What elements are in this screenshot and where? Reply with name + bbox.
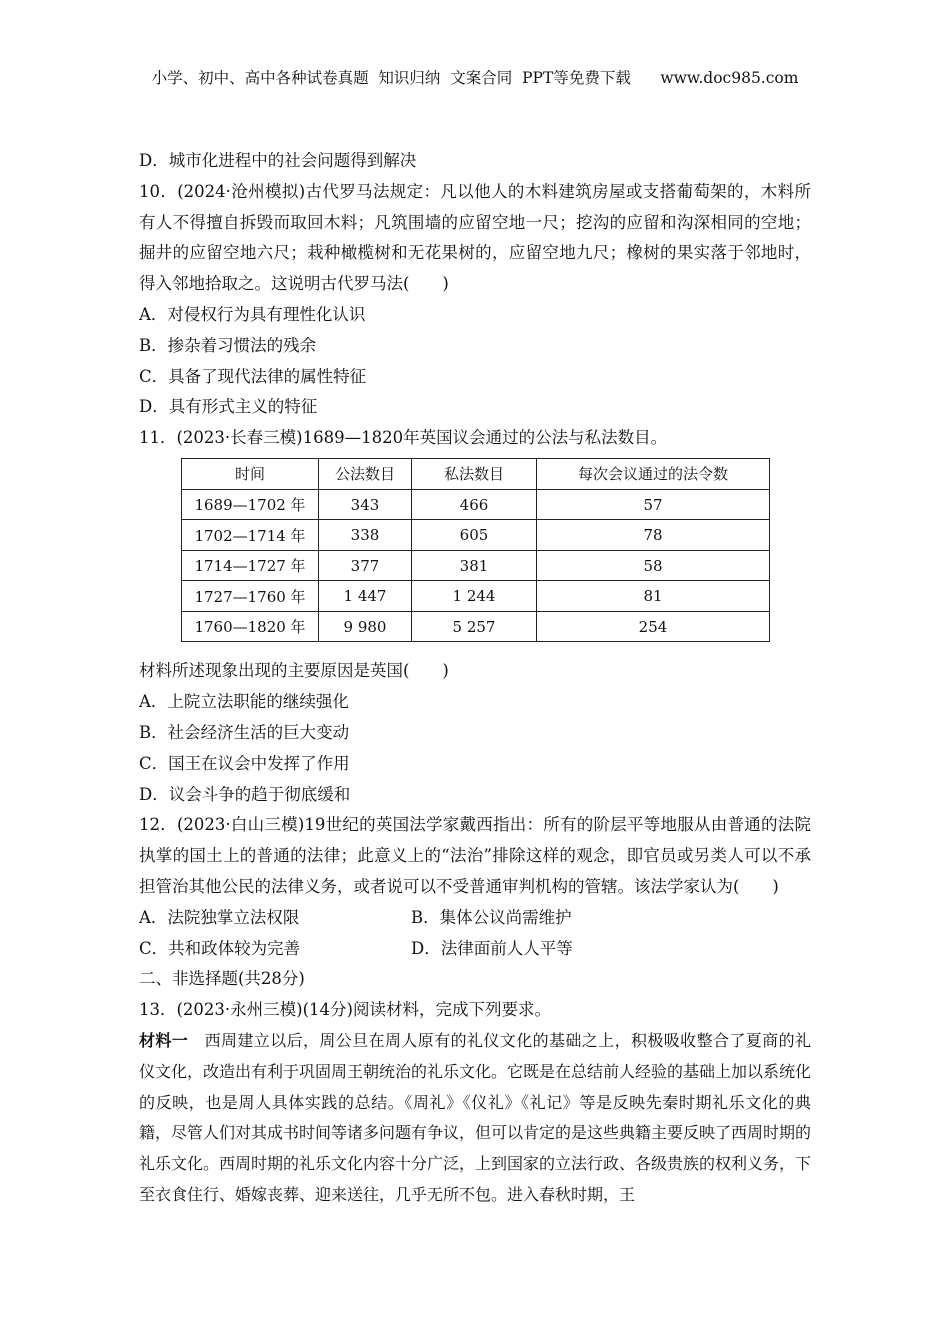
q11-question: 材料所述现象出现的主要原因是英国( ): [139, 661, 449, 681]
laws-table: [181, 458, 770, 643]
q12-option-a: A．法院独掌立法权限: [139, 907, 300, 927]
q12-option-b: B．集体公议尚需维护: [411, 907, 572, 927]
table-cell: 9 980: [319, 611, 412, 642]
table-cell: 81: [537, 581, 770, 612]
table-cell: 1714—1727 年: [182, 550, 319, 581]
table-header-cell: 时间: [182, 458, 319, 489]
table-cell: 5 257: [412, 611, 537, 642]
table-cell: 605: [412, 520, 537, 551]
table-row: [182, 611, 770, 642]
q12-option-c: C．共和政体较为完善: [139, 938, 301, 958]
page-header: [0, 66, 950, 88]
q11-stem: 11．(2023·长春三模)1689—1820年英国议会通过的公法与私法数目。: [139, 428, 668, 448]
section-title: 二、非选择题(共28分): [139, 969, 305, 989]
table-cell: 58: [537, 550, 770, 581]
q11-option-a: A．上院立法职能的继续强化: [139, 692, 349, 712]
q13-material: [139, 1026, 811, 1211]
table-cell: 254: [537, 611, 770, 642]
table-cell: 1 244: [412, 581, 537, 612]
table-cell: 1689—1702 年: [182, 489, 319, 520]
table-cell: 338: [319, 520, 412, 551]
table-cell: 57: [537, 489, 770, 520]
q10-option-a: A．对侵权行为具有理性化认识: [139, 304, 366, 324]
table-row: [182, 550, 770, 581]
q11-option-c: C．国王在议会中发挥了作用: [139, 753, 350, 773]
q11-option-d: D．议会斗争的趋于彻底缓和: [139, 784, 351, 804]
q12-stem: 12．(2023·白山三模)19世纪的英国法学家戴西指出：所有的阶层平等地服从由普通的法院执掌的国土上的普通的法律；此意义上的“法治”排除这样的观念，即官员或另类人可以不承担管治其他公民的法律义务，或者说可以不受普通审判机构的管辖。该法学家认为( ): [139, 815, 811, 897]
table-header-cell: 每次会议通过的法令数: [537, 458, 770, 489]
table-cell: 377: [319, 550, 412, 581]
table-cell: 1760—1820 年: [182, 611, 319, 642]
q13-stem: 13．(2023·永州三模)(14分)阅读材料，完成下列要求。: [139, 1000, 551, 1020]
q10-stem: 10．(2024·沧州模拟)古代罗马法规定：凡以他人的木料建筑房屋或支搭葡萄架的，木料所有人不得擅自拆毁而取回木料；凡筑围墙的应留空地一尺；挖沟的应留和沟深相同的空地；掘井的应留空地六尺；栽种橄榄树和无花果树的，应留空地九尺；橡树的果实落于邻地时，得入邻地拾取之。这说明古代罗马法( ): [139, 181, 811, 294]
table-row: [182, 581, 770, 612]
table-header-row: [182, 458, 770, 489]
header-site-text: 小学、初中、高中各种试卷真题 知识归纳 文案合同 PPT等免费下载: [151, 69, 631, 87]
q10-option-d: D．具有形式主义的特征: [139, 397, 318, 417]
table-header-cell: 私法数目: [412, 458, 537, 489]
q10-option-b: B．掺杂着习惯法的残余: [139, 335, 317, 355]
header-url: www.doc985.com: [660, 69, 799, 87]
q12-option-d: D．法律面前人人平等: [411, 938, 573, 958]
table-cell: 1 447: [319, 581, 412, 612]
table-cell: 381: [412, 550, 537, 581]
table-row: [182, 489, 770, 520]
page-content: [139, 146, 811, 1211]
table-cell: 466: [412, 489, 537, 520]
table-cell: 1702—1714 年: [182, 520, 319, 551]
table-header-cell: 公法数目: [319, 458, 412, 489]
material-label: 材料一: [139, 1031, 189, 1051]
q10-option-c: C．具备了现代法律的属性特征: [139, 366, 367, 386]
q9-option-d: D．城市化进程中的社会问题得到解决: [139, 151, 417, 170]
table-row: [182, 520, 770, 551]
table-cell: 343: [319, 489, 412, 520]
table-cell: 78: [537, 520, 770, 551]
q11-option-b: B．社会经济生活的巨大变动: [139, 723, 350, 743]
table-cell: 1727—1760 年: [182, 581, 319, 612]
q12-options-row-2: [139, 934, 811, 965]
material-text: 西周建立以后，周公旦在周人原有的礼仪文化的基础之上，积极吸收整合了夏商的礼仪文化，改造出有利于巩固周王朝统治的礼乐文化。它既是在总结前人经验的基础上加以系统化的反映，也是周人具体实践的总结。《周礼》《仪礼》《礼记》等是反映先秦时期礼乐文化的典籍，尽管人们对其成书时间等诸多问题有争议，但可以肯定的是这些典籍主要反映了西周时期的礼乐文化。西周时期的礼乐文化内容十分广泛，上到国家的立法行政、各级贵族的权利义务，下至衣食住行、婚嫁丧葬、迎来送往，几乎无所不包。进入春秋时期，王: [139, 1031, 812, 1205]
q12-options-row-1: [139, 903, 811, 934]
